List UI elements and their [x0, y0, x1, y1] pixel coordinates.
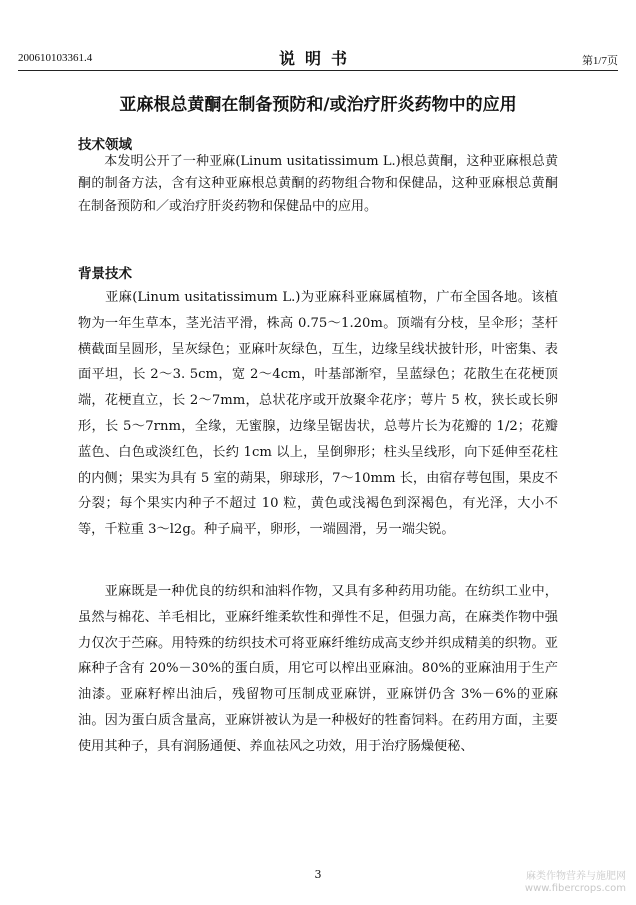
- header-section-title: 说明书: [278, 49, 357, 68]
- watermark-line-2: www.fibercrops.com: [524, 883, 626, 894]
- paragraph-background-1: 亚麻(Linum usitatissimum L.)为亚麻科亚麻属植物，广布全国各地。该植物为一年生草本，茎光洁平滑，株高 0.75～1.20m。顶端有分枝，呈伞形；茎杆横截面呈圆形，呈灰绿色；亚麻叶灰绿色，互生，边缘呈线状披针形，叶密集、表面平坦，长 2～3. 5cm，宽 2～4cm，叶基部渐窄，呈蓝绿色；花散生在花梗顶端，花梗直立，长 2～7mm，总状花序或开放聚伞花序；萼片 5 枚，狭长或长卵形，长 5～7rnm，全缘，无蜜腺，边缘呈锯齿状，总萼片长为花瓣的 1/2；花瓣蓝色、白色或淡红色，长约 1cm 以上，呈倒卵形；柱头呈线形，向下延伸至花柱的内侧；果实为具有 5 室的蒴果，卵球形，7～10mm 长，由宿存萼包围，果皮不分裂；每个果实内种子不超过 10 粒，黄色或浅褐色到深褐色，有光泽，大小不等，千粒重 3～l2g。种子扁平，卵形，一端圆滑，另一端尖锐。: [78, 290, 558, 538]
- paragraph-background-2: 亚麻既是一种优良的纺织和油料作物，又具有多种药用功能。在纺织工业中，虽然与棉花、羊毛相比，亚麻纤维柔软性和弹性不足，但强力高，在麻类作物中强力仅次于苎麻。用特殊的纺织技术可将亚麻纤维纺成高支纱并织成精美的织物。亚麻种子含有 20%－30%的蛋白质，用它可以榨出亚麻油。80%的亚麻油用于生产油漆。亚麻籽榨出油后，残留物可压制成亚麻饼，亚麻饼仍含 3%－6%的亚麻油。因为蛋白质含量高，亚麻饼被认为是一种极好的牲畜饲料。在药用方面，主要使用其种子，具有润肠通便、养血祛风之功效，用于治疗肠燥便秘、: [78, 584, 558, 754]
- section-heading-background: 背景技术: [78, 266, 132, 282]
- section-heading-technical-field: 技术领域: [78, 137, 132, 153]
- page-header: [18, 46, 618, 68]
- paragraph-technical-field: 本发明公开了一种亚麻(Linum usitatissimum L.)根总黄酮，这种亚麻根总黄酮的制备方法，含有这种亚麻根总黄酮的药物组合物和保健品，这种亚麻根总黄酮在制备预防和／或治疗肝炎药物和保健品中的应用。: [78, 154, 558, 214]
- application-number: 200610103361.4: [18, 52, 93, 64]
- header-divider: [18, 70, 618, 71]
- page-number: 3: [314, 868, 322, 881]
- watermark: [525, 871, 626, 895]
- document-title: 亚麻根总黄酮在制备预防和/或治疗肝炎药物中的应用: [119, 95, 517, 115]
- page-indicator: 第1/7页: [581, 55, 618, 67]
- watermark-line-1: 麻类作物营养与施肥网: [526, 871, 626, 882]
